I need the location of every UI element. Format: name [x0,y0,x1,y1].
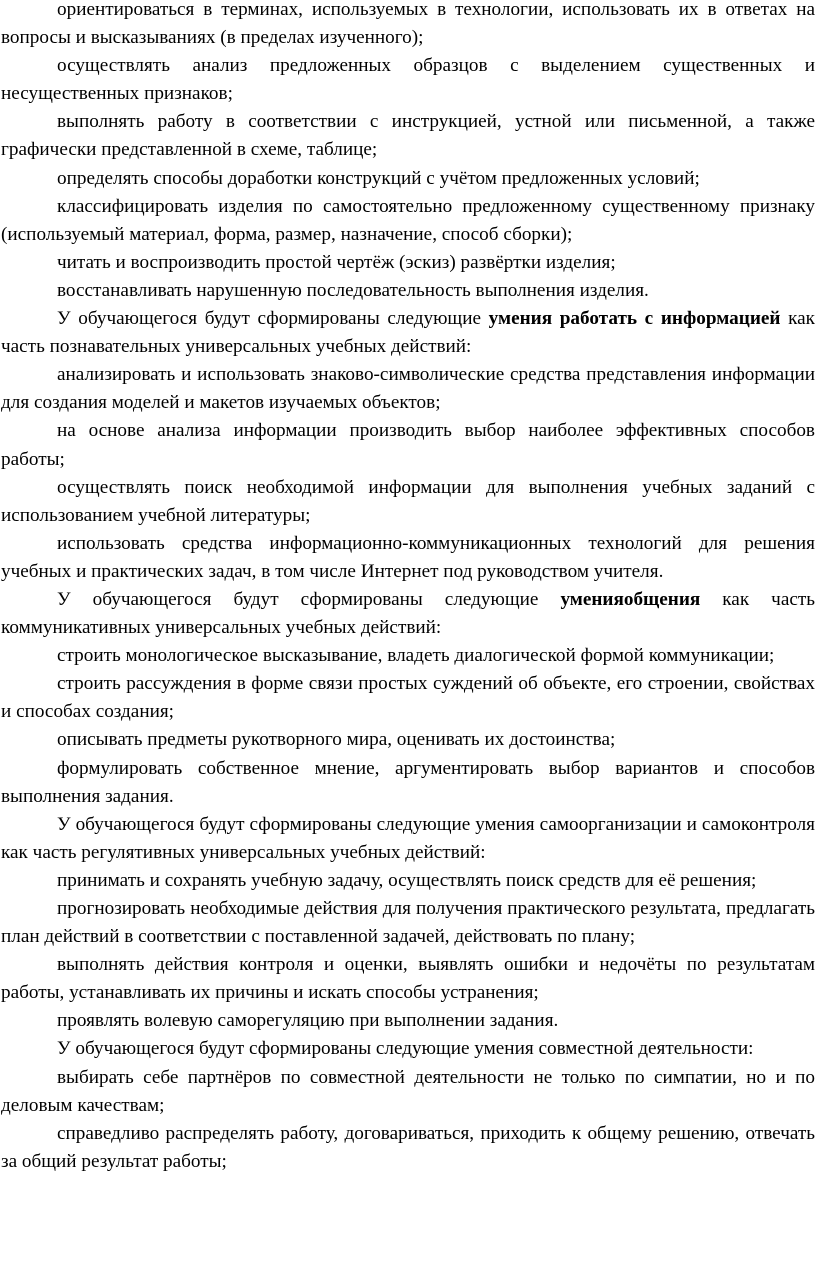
paragraph: анализировать и использовать знаково-символические средства представления информации для создания моделей и макетов изучаемых объектов; [1,364,815,414]
paragraph: определять способы доработки конструкций с учётом предложенных условий; [57,167,700,189]
paragraph: на основе анализа информации производить выбор наиболее эффективных способов работы; [1,420,815,470]
paragraph-info-skills [1,305,815,361]
paragraph: выбирать себе партнёров по совместной деятельности не только по симпатии, но и по деловым качествам; [1,1066,815,1116]
paragraph-text: У обучающегося будут сформированы следующие [57,308,489,330]
paragraph: справедливо распределять работу, договариваться, приходить к общему решению, отвечать за общий результат работы; [1,1122,815,1172]
paragraph: прогнозировать необходимые действия для получения практического результата, предлагать план действий в соответствии с поставленной задачей, действовать по плану; [1,898,815,948]
paragraph: осуществлять анализ предложенных образцов с выделением существенных и несущественных признаков; [1,55,815,105]
paragraph: использовать средства информационно-коммуникационных технологий для решения учебных и практических задач, в том числе Интернет под руководством учителя. [1,532,815,582]
paragraph: строить рассуждения в форме связи простых суждений об объекте, его строении, свойствах и способах создания; [1,673,815,723]
paragraph: классифицировать изделия по самостоятельно предложенному существенному признаку (используемый материал, форма, размер, назначение, способ сборки); [1,195,815,245]
paragraph: выполнять действия контроля и оценки, выявлять ошибки и недочёты по результатам работы, устанавливать их причины и искать способы устранения; [1,954,815,1004]
paragraph: восстанавливать нарушенную последовательность выполнения изделия. [57,279,649,301]
paragraph: формулировать собственное мнение, аргументировать выбор вариантов и способов выполнения задания. [1,757,815,807]
paragraph-text: как часть познавательных универсальных учебных действий: [1,308,815,358]
paragraph-text: У обучающегося будут сформированы следующие [57,588,561,610]
paragraph: У обучающегося будут сформированы следующие умения самоорганизации и самоконтроля как часть регулятивных универсальных учебных действий: [1,813,815,863]
paragraph: осуществлять поиск необходимой информации для выполнения учебных заданий с использованием учебной литературы; [1,476,815,526]
bold-term: умения работать с информацией [488,308,781,330]
paragraph: принимать и сохранять учебную задачу, осуществлять поиск средств для её решения; [57,869,757,891]
paragraph: выполнять работу в соответствии с инструкцией, устной или письменной, а также графически представленной в схеме, таблице; [1,111,815,161]
paragraph: У обучающегося будут сформированы следующие умения совместной деятельности: [57,1038,754,1060]
paragraph: читать и воспроизводить простой чертёж (эскиз) развёртки изделия; [57,251,616,273]
paragraph-communication-skills [1,586,815,642]
paragraph: описывать предметы рукотворного мира, оценивать их достоинства; [57,729,616,751]
bold-term: уменияобщения [560,588,701,610]
paragraph: проявлять волевую саморегуляцию при выполнении задания. [57,1010,559,1032]
paragraph-text: как часть коммуникативных универсальных учебных действий: [1,588,815,639]
paragraph: строить монологическое высказывание, владеть диалогической формой коммуникации; [57,645,775,667]
paragraph: ориентироваться в терминах, используемых в технологии, использовать их в ответах на вопросы и высказываниях (в пределах изученного); [1,0,815,49]
